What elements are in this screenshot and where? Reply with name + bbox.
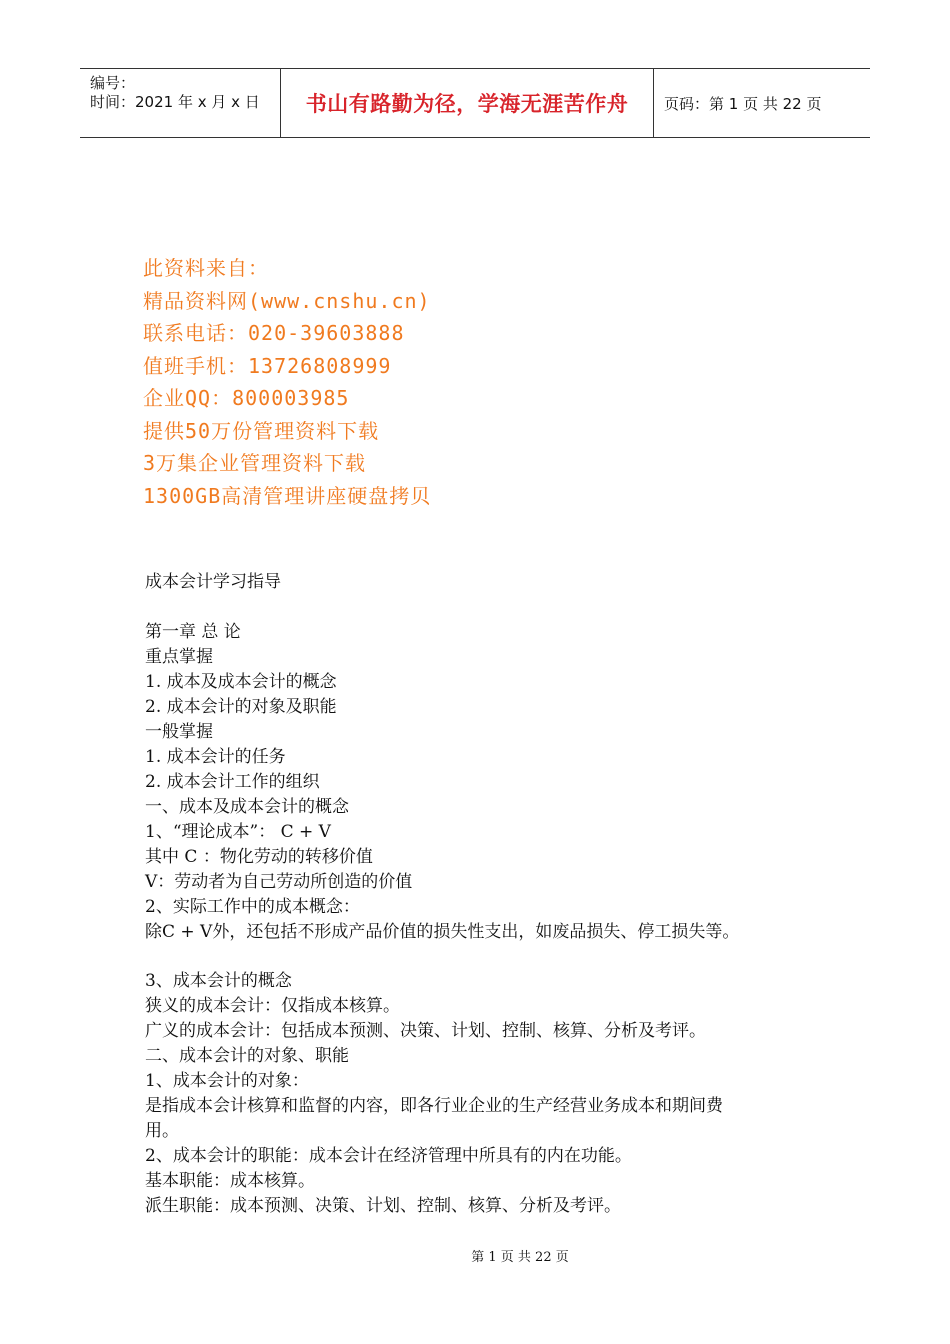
body-line: 重点掌握: [145, 647, 213, 667]
page-footer: 第 1 页 共 22 页: [471, 1250, 569, 1265]
document-header: [80, 68, 870, 138]
document-title: 成本会计学习指导: [145, 572, 281, 592]
ad-line: 精品资料网(www.cnshu.cn): [143, 288, 431, 313]
body-line: 是指成本会计核算和监督的内容，即各行业企业的生产经营业务成本和期间费: [145, 1096, 723, 1116]
header-meta-cell: [80, 69, 281, 137]
date-label: 时间：2021 年 x 月 x 日: [90, 93, 260, 111]
header-page-cell: [654, 69, 870, 137]
motto-text: 书山有路勤为径，学海无涯苦作舟: [305, 92, 629, 116]
ad-line: 提供50万份管理资料下载: [143, 418, 380, 443]
body-line: 1、成本会计的对象：: [145, 1071, 309, 1091]
number-label: 编号：: [90, 74, 136, 92]
body-line: 基本职能：成本核算。: [145, 1171, 315, 1191]
ad-line: 值班手机：13726808999: [143, 353, 392, 378]
body-line: 一般掌握: [145, 722, 213, 742]
body-line: 2、实际工作中的成本概念：: [145, 897, 360, 917]
body-line: 3、成本会计的概念: [145, 971, 292, 991]
body-line: 1. 成本及成本会计的概念: [145, 672, 337, 692]
ad-line: 企业QQ：800003985: [143, 386, 350, 410]
body-line: 广义的成本会计：包括成本预测、决策、计划、控制、核算、分析及考评。: [145, 1021, 706, 1041]
ad-line: 3万集企业管理资料下载: [143, 451, 367, 475]
body-line: 2. 成本会计的对象及职能: [145, 697, 337, 717]
body-line: 狭义的成本会计：仅指成本核算。: [145, 996, 400, 1016]
body-line: 一、成本及成本会计的概念: [145, 797, 349, 817]
body-line: 2. 成本会计工作的组织: [145, 772, 320, 792]
page-info: 页码：第 1 页 共 22 页: [664, 94, 822, 113]
body-line: 除C + V外，还包括不形成产品价值的损失性支出，如废品损失、停工损失等。: [145, 922, 740, 942]
body-line: V：劳动者为自己劳动所创造的价值: [145, 872, 413, 892]
body-line: 用。: [145, 1121, 179, 1141]
ad-line: 1300GB高清管理讲座硬盘拷贝: [143, 483, 432, 508]
ad-line: 联系电话：020-39603888: [143, 321, 405, 345]
body-line: 1. 成本会计的任务: [145, 747, 286, 767]
body-line: 其中 C ：物化劳动的转移价值: [145, 847, 373, 867]
source-ad-block: [143, 252, 431, 512]
body-line: 派生职能：成本预测、决策、计划、控制、核算、分析及考评。: [145, 1196, 621, 1216]
chapter-heading: 第一章 总 论: [145, 622, 241, 642]
body-line: 二、成本会计的对象、职能: [145, 1046, 349, 1066]
ad-line: 此资料来自：: [143, 256, 269, 280]
body-line: 2、成本会计的职能：成本会计在经济管理中所具有的内在功能。: [145, 1146, 632, 1166]
body-line: 1、“理论成本”： C + V: [145, 822, 331, 842]
header-motto-cell: [281, 69, 654, 137]
